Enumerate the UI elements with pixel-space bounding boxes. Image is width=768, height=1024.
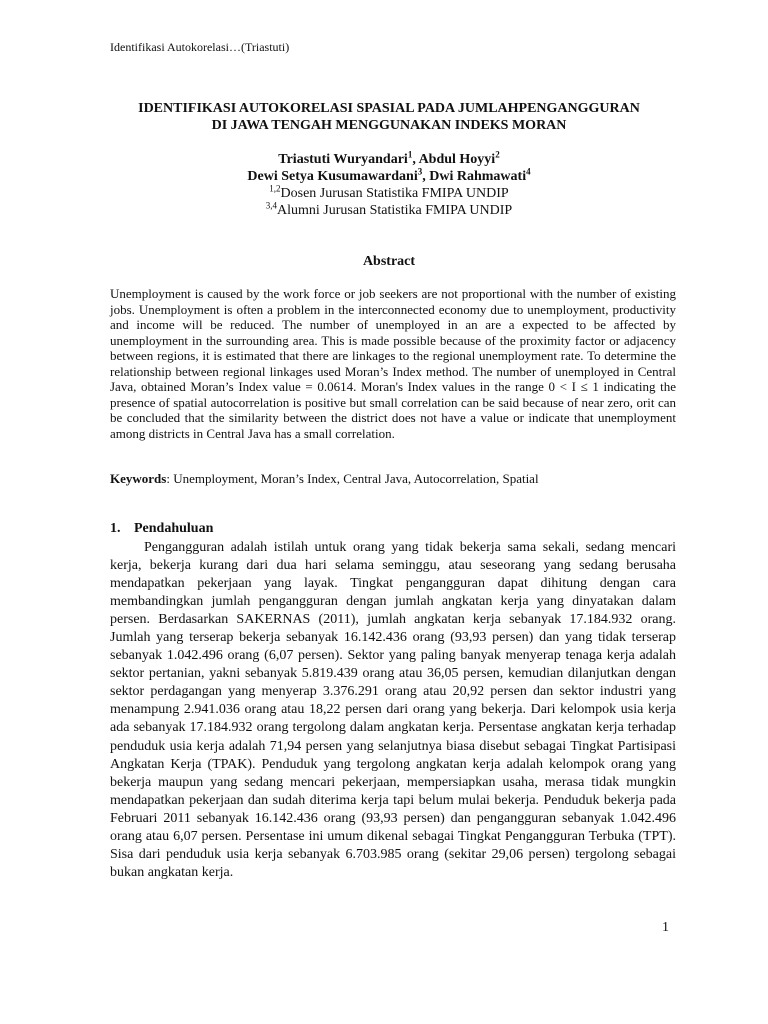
section-title: Pendahuluan bbox=[134, 521, 214, 536]
author-affiliation-mark: 1 bbox=[407, 149, 413, 160]
section-body: Pengangguran adalah istilah untuk orang yang tidak bekerja sama sekali, sedang mencari kerja, bekerja kurang dari dua hari selama seminggu, atau seseorang yang sedang berusaha mendapatkan pekerjaan yang layak. Tingkat pengangguran dapat dihitung dengan cara membandingkan jumlah pengangguran dengan jumlah angkatan kerja yang dinyatakan dalam persen. Berdasarkan SAKERNAS (2011), jumlah angkatan kerja sebanyak 17.184.932 orang. Jumlah yang terserap bekerja sebanyak 16.142.436 orang (93,93 persen) dan yang tidak terserap sebanyak 1.042.496 orang (6,07 persen). Sektor yang paling banyak menyerap tenaga kerja adalah sektor pertanian, yakni sebanyak 5.819.439 orang atau 36,05 persen, kemudian dilanjutkan dengan sektor perdagangan yang menyerap 3.376.291 orang atau 20,92 persen dan sektor industri yang menampung 2.941.036 orang atau 18,22 persen dari orang yang bekerja. Dari kelompok usia kerja ada sebanyak 17.184.932 orang tergolong dalam angkatan kerja. Persentase angkatan kerja terhadap penduduk usia kerja adalah 71,94 persen yang selanjutnya biasa disebut sebagai Tingkat Partisipasi Angkatan Kerja (TPAK). Penduduk yang tergolong angkatan kerja adalah kelompok orang yang bekerja maupun yang sedang mencari pekerjaan, mempersiapkan usaha, merasa tidak mungkin mendapatkan pekerjaan dan sudah diterima kerja tapi belum mulai bekerja. Penduduk bekerja pada Februari 2011 sebanyak 16.142.436 orang (93,93 persen) dan pengangguran sebanyak 1.042.496 orang atau 6,07 persen. Persentase ini umum dikenal sebagai Tingkat Pengangguran Terbuka (TPT). Sisa dari penduduk usia kerja sebanyak 6.703.985 orang (sekitar 29,06 persen) tergolong sebagai bukan angkatan kerja. bbox=[110, 540, 676, 880]
page-number: 1 bbox=[662, 920, 669, 935]
affiliation-line-1 bbox=[100, 185, 678, 202]
author-line-1 bbox=[100, 151, 678, 168]
author-affiliation-mark: 2 bbox=[495, 149, 500, 160]
author-name: Dwi Rahmawati bbox=[429, 169, 527, 184]
author-block bbox=[100, 151, 678, 219]
author-name: Triastuti Wuryandari bbox=[278, 152, 408, 167]
affiliation-text: Dosen Jurusan Statistika FMIPA UNDIP bbox=[280, 186, 509, 201]
keywords-label: Keywords bbox=[110, 471, 167, 486]
keywords-text: : Unemployment, Moran’s Index, Central Java, Autocorrelation, Spatial bbox=[166, 471, 539, 486]
author-name: Dewi Setya Kusumawardani bbox=[247, 169, 418, 184]
author-affiliation-mark: 3 bbox=[417, 166, 423, 177]
running-header: Identifikasi Autokorelasi…(Triastuti) bbox=[110, 40, 290, 54]
affiliation-mark: 3,4 bbox=[265, 200, 278, 211]
author-separator: , bbox=[422, 169, 430, 184]
affiliation-line-2 bbox=[100, 202, 678, 219]
affiliation-text: Alumni Jurusan Statistika FMIPA UNDIP bbox=[277, 203, 513, 218]
paper-title-line-1: IDENTIFIKASI AUTOKORELASI SPASIAL PADA JUMLAHPENGANGGURAN bbox=[138, 101, 640, 116]
paper-title bbox=[100, 100, 678, 134]
paper-title-line-2: DI JAWA TENGAH MENGGUNAKAN INDEKS MORAN bbox=[211, 118, 567, 133]
abstract-body: Unemployment is caused by the work force or job seekers are not proportional with the number of existing jobs. Unemployment is often a problem in the interconnected economy due to unemployment, productivity and income will be reduced. The number of unemployed in an are a expected to be affected by unemployment in the surrounding area. This is made possible because of the proximity factor or adjacency between regions, it is estimated that there are linkages to the regional unemployment rate. To determine the relationship between regional linkages used Moran’s Index method. The number of unemployed in Central Java, obtained Moran’s Index value = 0.0614. Moran's Index values in the range 0 < I ≤ 1 indicating the presence of spatial autocorrelation is positive but small correlation can be said because of near zero, orit can be concluded that the similarity between the district does not have a value or indicate that unemployment among districts in Central Java has a small correlation. bbox=[110, 286, 676, 441]
author-separator: , bbox=[412, 152, 419, 167]
section-number: 1. bbox=[110, 521, 121, 536]
abstract-heading: Abstract bbox=[362, 254, 416, 269]
author-name: Abdul Hoyyi bbox=[418, 152, 496, 167]
author-line-2 bbox=[100, 168, 678, 185]
author-affiliation-mark: 4 bbox=[526, 166, 531, 177]
affiliation-mark: 1,2 bbox=[269, 183, 281, 194]
section-heading bbox=[110, 521, 213, 537]
keywords bbox=[110, 471, 676, 487]
